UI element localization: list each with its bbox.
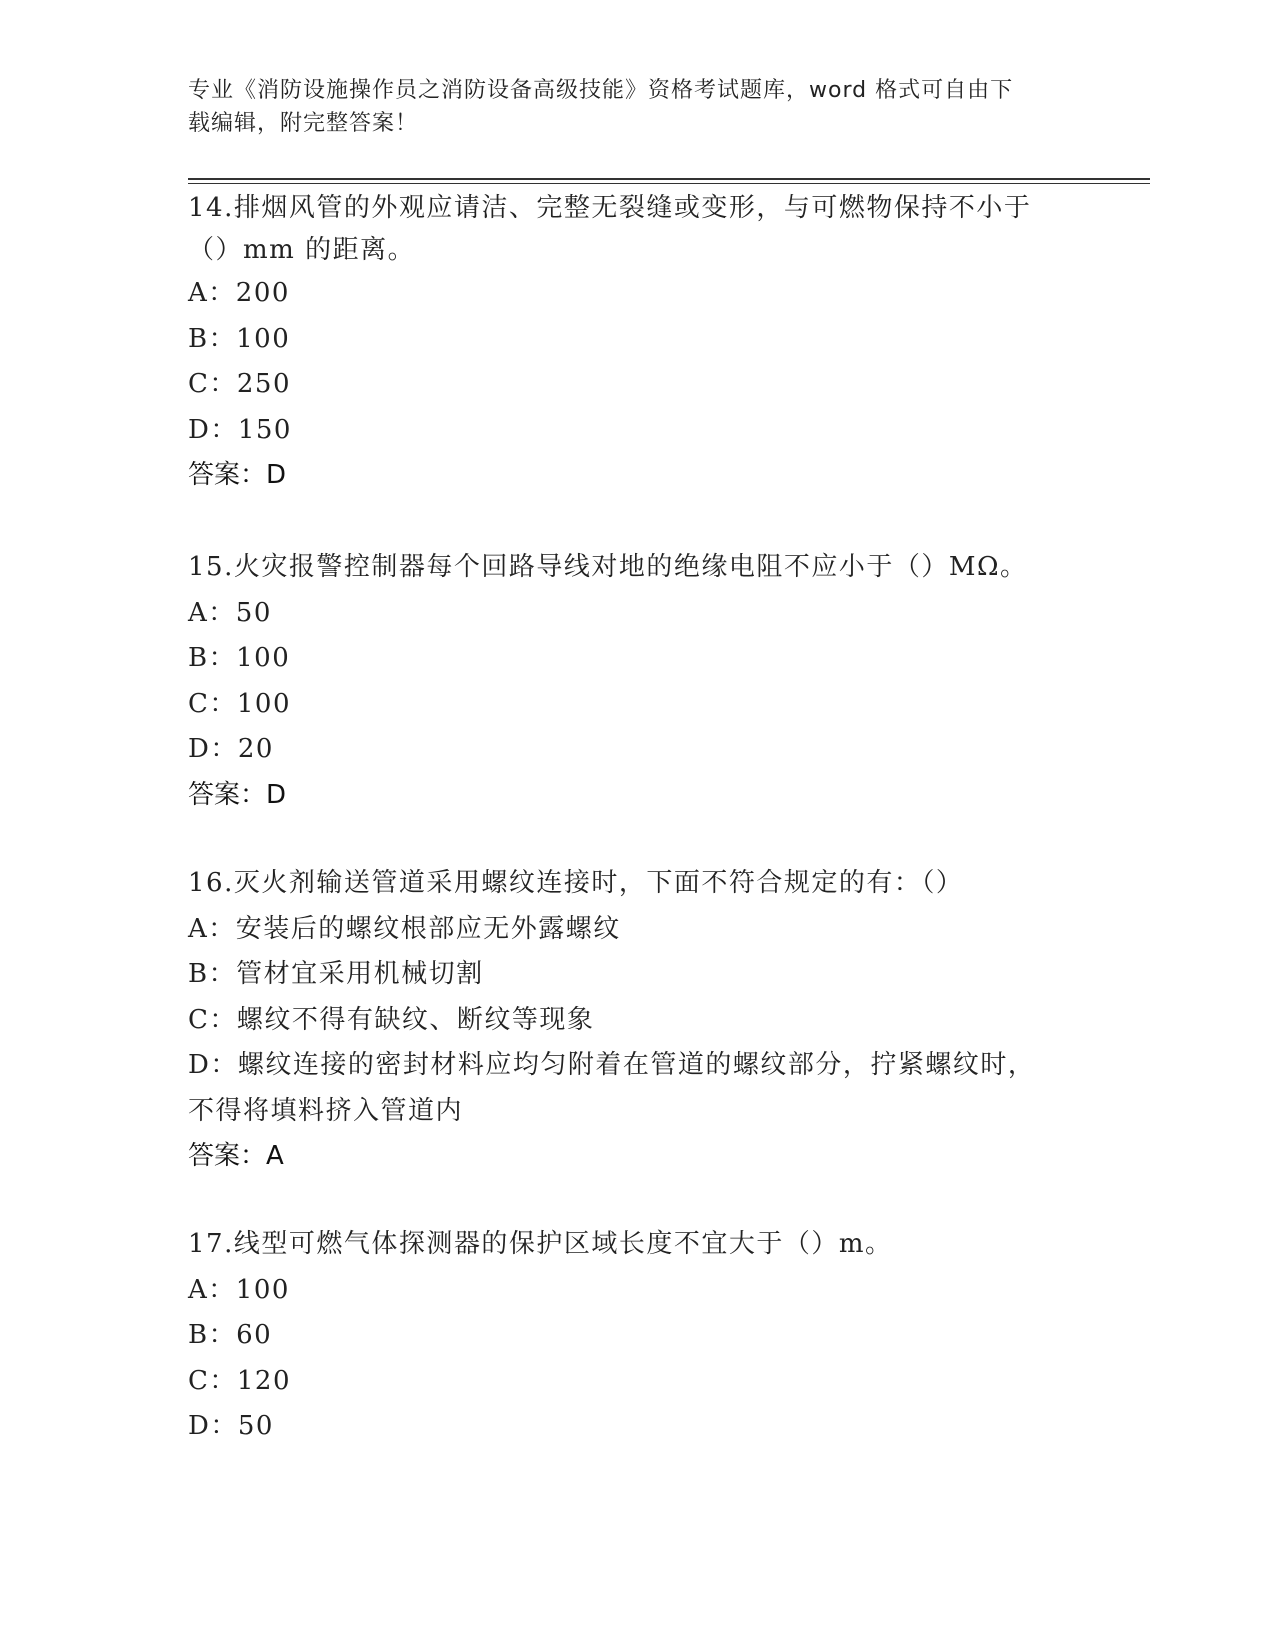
option-b: B：100: [188, 323, 291, 354]
question-16: [188, 861, 1088, 1180]
option-c: C：120: [188, 1365, 292, 1396]
option-c: C：250: [188, 369, 292, 399]
option-d: D：20: [188, 734, 274, 764]
question-stem: 16.灭火剂输送管道采用螺纹连接时，下面不符合规定的有：（）: [188, 868, 964, 898]
option-a: A：50: [188, 597, 272, 628]
option-d: D：螺纹连接的密封材料应均匀附着在管道的螺纹部分，拧紧螺纹时，: [188, 1050, 1036, 1080]
option-b: B：100: [188, 643, 291, 673]
answer: 答案：D: [188, 779, 287, 810]
question-stem-continuation: （）mm 的距离。: [188, 235, 416, 265]
option-b: B：60: [188, 1320, 273, 1350]
header-divider-thick: [188, 178, 1150, 180]
option-a: A：安装后的螺纹根部应无外露螺纹: [188, 913, 621, 944]
question-stem: 15.火灾报警控制器每个回路导线对地的绝缘电阻不应小于（）MΩ。: [188, 552, 1028, 582]
question-stem: 14.排烟风管的外观应请洁、完整无裂缝或变形，与可燃物保持不小于: [188, 193, 1032, 223]
document-header: [188, 74, 1068, 140]
header-line-2: 载编辑，附完整答案！: [188, 111, 419, 136]
header-divider-thin: [188, 183, 1150, 184]
option-a: A：200: [188, 278, 290, 308]
option-c: C：100: [188, 688, 292, 719]
question-stem: 17.线型可燃气体探测器的保护区域长度不宜大于（）m。: [188, 1229, 893, 1259]
question-15: [188, 545, 1088, 818]
option-d-continuation: 不得将填料挤入管道内: [188, 1095, 464, 1126]
option-d: D：50: [188, 1411, 274, 1441]
answer: 答案：D: [188, 460, 287, 490]
option-c: C：螺纹不得有缺纹、断纹等现象: [188, 1004, 595, 1035]
answer: 答案：A: [188, 1141, 284, 1171]
option-b: B：管材宜采用机械切割: [188, 959, 484, 989]
option-a: A：100: [188, 1274, 290, 1305]
header-line-1: 专业《消防设施操作员之消防设备高级技能》资格考试题库，word 格式可自由下: [188, 78, 1014, 103]
option-d: D：150: [188, 414, 292, 445]
question-14: [188, 187, 1088, 499]
question-17: [188, 1222, 1088, 1450]
